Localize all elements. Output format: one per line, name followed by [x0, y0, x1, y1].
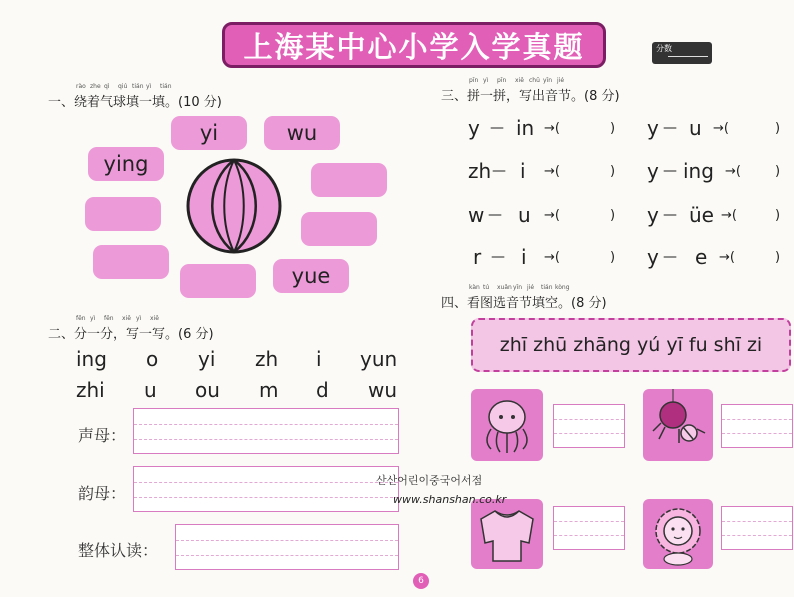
initials-write-box[interactable]: [133, 408, 399, 454]
answer-box[interactable]: [721, 506, 793, 550]
section2-heading: fēn yì fēn xiě yì xiě 二、分一分，写一写。(6 分): [48, 315, 214, 342]
whole-syllable-label: 整体认读：: [78, 541, 159, 560]
letter: zhi: [76, 378, 105, 402]
section1-heading: rào zhe qì qiú tián yì tián 一、绕着气球填一填。(10 分): [48, 83, 222, 110]
letter: o: [146, 347, 159, 371]
letter: ou: [195, 378, 220, 402]
balloon-blank[interactable]: [93, 245, 169, 279]
word-bank: zhī zhū zhāng yú yī fu shī zi: [471, 318, 791, 372]
letter: ing: [76, 347, 107, 371]
section4-heading: kàn tú xuǎn yīn jié tián kòng 四、看图选音节填空。(8 分): [441, 284, 607, 311]
section3-heading: pīn yì pīn xiě chū yīn jié 三、拼一拼，写出音节。(8 分): [441, 77, 620, 104]
balloon-yue: yue: [273, 259, 349, 293]
ball-icon: [185, 157, 283, 255]
balloon-blank[interactable]: [85, 197, 161, 231]
balloon-wu: wu: [264, 116, 340, 150]
spider-icon: [643, 389, 713, 461]
answer-box[interactable]: [553, 506, 625, 550]
letter: i: [316, 347, 322, 371]
page-number: 6: [413, 573, 429, 589]
page-title: 上海某中心小学入学真题: [222, 22, 606, 68]
balloon-yi: yi: [171, 116, 247, 150]
balloon-blank[interactable]: [301, 212, 377, 246]
octopus-icon: [471, 389, 543, 461]
answer-box[interactable]: [721, 404, 793, 448]
picture-card: [471, 499, 543, 569]
lion-icon: [643, 499, 713, 569]
letter: yi: [198, 347, 216, 371]
letter: u: [144, 378, 157, 402]
finals-write-box[interactable]: [133, 466, 399, 512]
letter: d: [316, 378, 329, 402]
letter: wu: [368, 378, 398, 402]
watermark-url[interactable]: www.shanshan.co.kr: [393, 493, 507, 506]
shirt-icon: [471, 499, 543, 569]
letter: zh: [255, 347, 279, 371]
finals-label: 韵母：: [78, 484, 127, 503]
watermark-korean: 산산어린이중국어서점: [376, 474, 483, 487]
balloon-blank[interactable]: [180, 264, 256, 298]
letter: yun: [360, 347, 398, 371]
score-box: [652, 42, 712, 64]
initials-label: 声母：: [78, 426, 127, 445]
balloon-blank[interactable]: [311, 163, 387, 197]
answer-box[interactable]: [553, 404, 625, 448]
picture-card: [471, 389, 543, 461]
letter: m: [259, 378, 279, 402]
picture-card: [643, 499, 713, 569]
whole-syllable-write-box[interactable]: [175, 524, 399, 570]
balloon-ying[interactable]: ying: [88, 147, 164, 181]
score-label: 分数: [656, 44, 672, 53]
picture-card: [643, 389, 713, 461]
